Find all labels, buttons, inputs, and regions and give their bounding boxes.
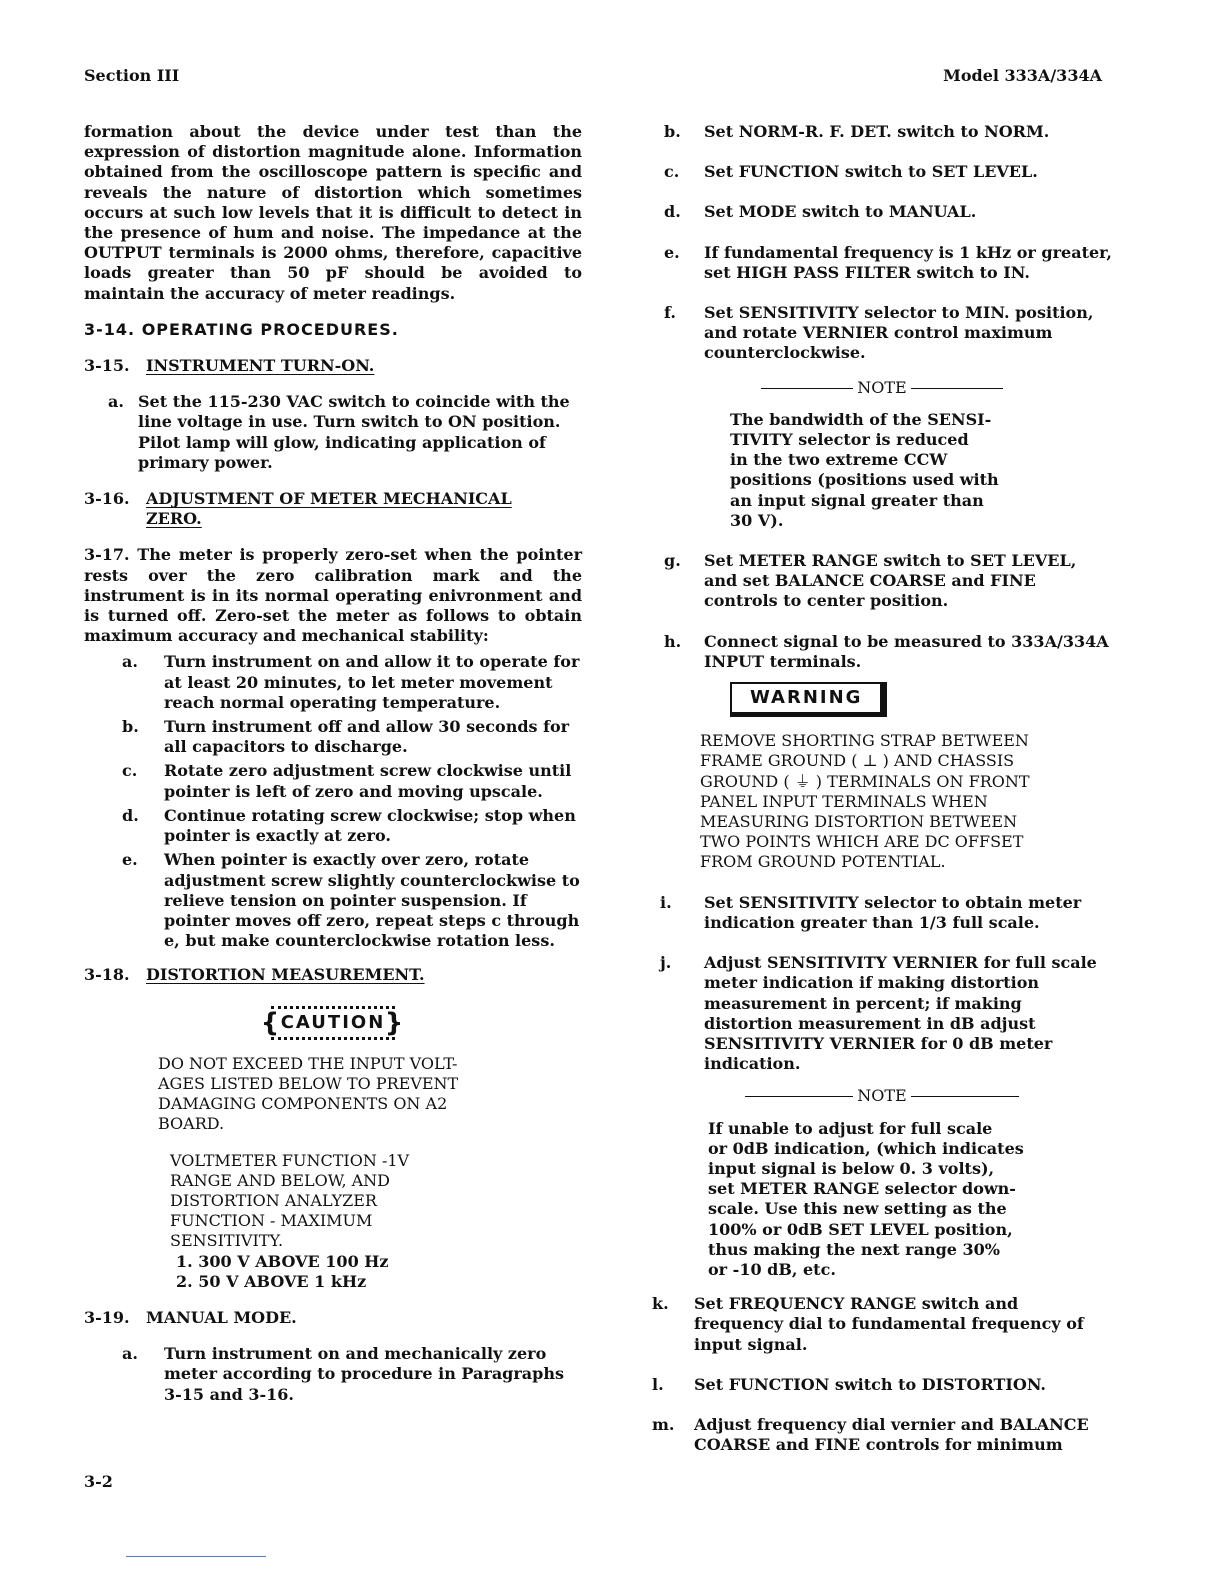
note-label: NOTE [857, 1086, 907, 1106]
note-rule-left [761, 388, 853, 389]
item-text: Rotate zero adjustment screw clockwise until pointer is left of zero and moving upscale. [164, 761, 572, 801]
note-line: positions (positions used with [730, 470, 999, 490]
list-item [652, 1415, 1112, 1455]
warning-line: FROM GROUND POTENTIAL. [700, 852, 946, 872]
note-line: If unable to adjust for full scale [708, 1118, 993, 1138]
warning-line: TWO POINTS WHICH ARE DC OFFSET [700, 832, 1024, 852]
condition-line: SENSITIVITY. [170, 1231, 284, 1251]
caution-text [158, 1054, 582, 1135]
list-item [652, 953, 1112, 1074]
heading-meter-zero [84, 489, 582, 529]
item-label: i. [660, 892, 672, 912]
condition-line: DISTORTION ANALYZER [170, 1190, 377, 1210]
list-item [84, 392, 582, 473]
note-rule-right [911, 388, 1003, 389]
item-text: Adjust frequency dial vernier and BALANCE COARSE and FINE controls for minimum [694, 1414, 1089, 1455]
note-heading [652, 1086, 1112, 1106]
item-label: f. [664, 303, 676, 323]
list-item [84, 850, 582, 951]
list-item [652, 243, 1112, 283]
section-label: Section III [84, 66, 180, 85]
warning-line: GROUND ( ⏚ ) TERMINALS ON FRONT [700, 771, 1030, 791]
paragraph-number: 3-18. [84, 965, 130, 985]
item-label: a. [122, 1344, 138, 1364]
item-text: Set FUNCTION switch to SET LEVEL. [704, 162, 1038, 182]
item-text: Turn instrument on and mechanically zero meter according to procedure in Paragraphs 3-15 and 3-16. [164, 1344, 564, 1404]
caution-banner [84, 1006, 582, 1040]
condition-line: RANGE AND BELOW, AND [170, 1170, 390, 1190]
item-text: Set SENSITIVITY selector to MIN. position, and rotate VERNIER control maximum counterclockwise. [704, 303, 1094, 363]
note-line: in the two extreme CCW [730, 450, 948, 470]
item-label: a. [108, 392, 124, 412]
right-column [652, 122, 1112, 1475]
list-item [652, 162, 1112, 182]
list-item [652, 1294, 1112, 1355]
warning-line: PANEL INPUT TERMINALS WHEN [700, 791, 988, 811]
heading-title-line1: ADJUSTMENT OF METER MECHANICAL [146, 489, 512, 509]
voltage-limits [176, 1252, 582, 1292]
note-line: or 0dB indication, (which indicates [708, 1138, 1024, 1158]
list-item [84, 806, 582, 846]
warning-banner [730, 682, 1112, 717]
page-number: 3-2 [84, 1472, 113, 1491]
item-label: b. [664, 122, 681, 141]
list-item [84, 652, 582, 713]
item-text: Set MODE switch to MANUAL. [704, 202, 977, 222]
model-label: Model 333A/334A [943, 66, 1102, 85]
paragraph-number: 3-19. [84, 1307, 130, 1327]
item-text: Set the 115-230 VAC switch to coincide with the line voltage in use. Turn switch to ON position. Pilot lamp will glow, indicating application of primary power. [138, 392, 570, 472]
list-item [652, 893, 1112, 933]
item-text: Turn instrument off and allow 30 seconds for all capacitors to discharge. [164, 717, 570, 757]
zero-set-paragraph: 3-17. The meter is properly zero-set when the pointer rests over the zero calibration mark and the instrument is in its normal operating enivronment and is turned off. Zero-set the meter as follows to obtain maximum accuracy and mechanical stability: [84, 545, 582, 646]
item-text: Turn instrument on and allow it to operate for at least 20 minutes, to let meter movement reach normal operating temperature. [164, 652, 580, 712]
list-item [84, 761, 582, 801]
voltage-conditions [170, 1151, 582, 1252]
list-item [652, 1375, 1112, 1395]
caution-line: DO NOT EXCEED THE INPUT VOLT- [158, 1053, 458, 1073]
item-label: d. [122, 805, 139, 825]
intro-paragraph: formation about the device under test than the expression of distortion magnitude alone. Information obtained from the oscilloscope pattern is specific and reveals the nature of distortion which sometimes occurs at such low levels that it is difficult to detect in the presence of hum and noise. The impedance at the OUTPUT terminals is 2000 ohms, therefore, capacitive loads greater than 50 pF should be avoided to maintain the accuracy of meter readings. [84, 122, 582, 303]
item-text: Set FREQUENCY RANGE switch and frequency dial to fundamental frequency of input signal. [694, 1294, 1084, 1354]
note-heading [652, 378, 1112, 398]
caution-label: { CAUTION } [271, 1006, 396, 1040]
caution-line: AGES LISTED BELOW TO PREVENT [158, 1073, 459, 1093]
list-item [84, 717, 582, 757]
list-item [652, 632, 1112, 672]
note-line: 100% or 0dB SET LEVEL position, [708, 1219, 1013, 1239]
warning-text [700, 731, 1112, 872]
item-label: l. [652, 1374, 664, 1394]
item-text: Set SENSITIVITY selector to obtain meter indication greater than 1/3 full scale. [704, 892, 1082, 932]
paragraph-number: 3-16. [84, 489, 130, 509]
heading-title: INSTRUMENT TURN-ON. [146, 356, 375, 376]
condition-line: VOLTMETER FUNCTION -1V [170, 1150, 410, 1170]
heading-distortion-measurement [84, 965, 582, 985]
condition-line: FUNCTION - MAXIMUM [170, 1211, 373, 1231]
caution-line: BOARD. [158, 1114, 225, 1134]
heading-title: MANUAL MODE. [146, 1307, 297, 1327]
item-text: Set METER RANGE switch to SET LEVEL, and set BALANCE COARSE and FINE controls to center position. [704, 551, 1077, 611]
note-line: TIVITY selector is reduced [730, 430, 969, 450]
item-label: g. [664, 551, 681, 571]
item-label: k. [652, 1294, 669, 1314]
note-rule-left [745, 1096, 853, 1097]
limit-line: 2. 50 V ABOVE 1 kHz [176, 1271, 367, 1291]
item-label: j. [660, 953, 672, 973]
item-label: a. [122, 652, 138, 672]
note-line: input signal is below 0. 3 volts), [708, 1158, 995, 1178]
list-item [652, 303, 1112, 364]
note-line: The bandwidth of the SENSI- [730, 409, 992, 429]
item-label: m. [652, 1414, 675, 1434]
footer-rule [126, 1556, 266, 1557]
list-item [652, 202, 1112, 222]
heading-operating-procedures: 3-14. OPERATING PROCEDURES. [84, 319, 399, 339]
note-line: or -10 dB, etc. [708, 1259, 836, 1279]
left-column [84, 122, 582, 1409]
zero-set-steps [84, 652, 582, 951]
warning-line: MEASURING DISTORTION BETWEEN [700, 812, 1018, 832]
item-text: When pointer is exactly over zero, rotate adjustment screw slightly counterclockwise to relieve tension on pointer suspension. If pointer moves off zero, repeat steps c through e, but make counterclockwise rotation less. [164, 850, 580, 951]
note-label: NOTE [857, 377, 907, 397]
note-line: 30 V). [730, 510, 784, 530]
item-text: Continue rotating screw clockwise; stop when pointer is exactly at zero. [164, 805, 576, 846]
list-item [652, 122, 1112, 142]
heading-title: DISTORTION MEASUREMENT. [146, 965, 425, 985]
item-label: e. [664, 242, 680, 262]
item-label: b. [122, 717, 139, 737]
note-line: an input signal greater than [730, 490, 984, 510]
note-line: set METER RANGE selector down- [708, 1179, 1016, 1199]
note-body [708, 1119, 1112, 1281]
item-text: Set FUNCTION switch to DISTORTION. [694, 1374, 1046, 1394]
item-label: d. [664, 202, 681, 222]
heading-instrument-turn-on [84, 356, 582, 376]
item-label: e. [122, 850, 138, 870]
note-line: scale. Use this new setting as the [708, 1199, 1007, 1219]
item-label: h. [664, 631, 682, 651]
item-text: If fundamental frequency is 1 kHz or greater, set HIGH PASS FILTER switch to IN. [704, 242, 1112, 282]
limit-line: 1. 300 V ABOVE 100 Hz [176, 1251, 389, 1271]
note-rule-right [911, 1096, 1019, 1097]
heading-title-line2: ZERO. [146, 509, 202, 529]
warning-line: FRAME GROUND ( ⊥ ) AND CHASSIS [700, 751, 1015, 771]
note-body [730, 410, 1112, 531]
warning-line: REMOVE SHORTING STRAP BETWEEN [700, 731, 1029, 751]
note-line: thus making the next range 30% [708, 1239, 1001, 1259]
list-item [84, 1344, 582, 1405]
item-text: Adjust SENSITIVITY VERNIER for full scale meter indication if making distortion measurement in percent; if making distortion measurement in dB adjust SENSITIVITY VERNIER for 0 dB meter indication. [704, 953, 1097, 1074]
item-label: c. [122, 761, 138, 781]
item-label: c. [664, 162, 680, 182]
paragraph-number: 3-15. [84, 356, 130, 376]
list-item [652, 551, 1112, 612]
warning-label: WARNING [730, 682, 887, 717]
heading-manual-mode [84, 1308, 582, 1328]
item-text: Set NORM-R. F. DET. switch to NORM. [704, 122, 1050, 141]
item-text: Connect signal to be measured to 333A/334A INPUT terminals. [704, 631, 1109, 671]
caution-line: DAMAGING COMPONENTS ON A2 [158, 1094, 448, 1114]
